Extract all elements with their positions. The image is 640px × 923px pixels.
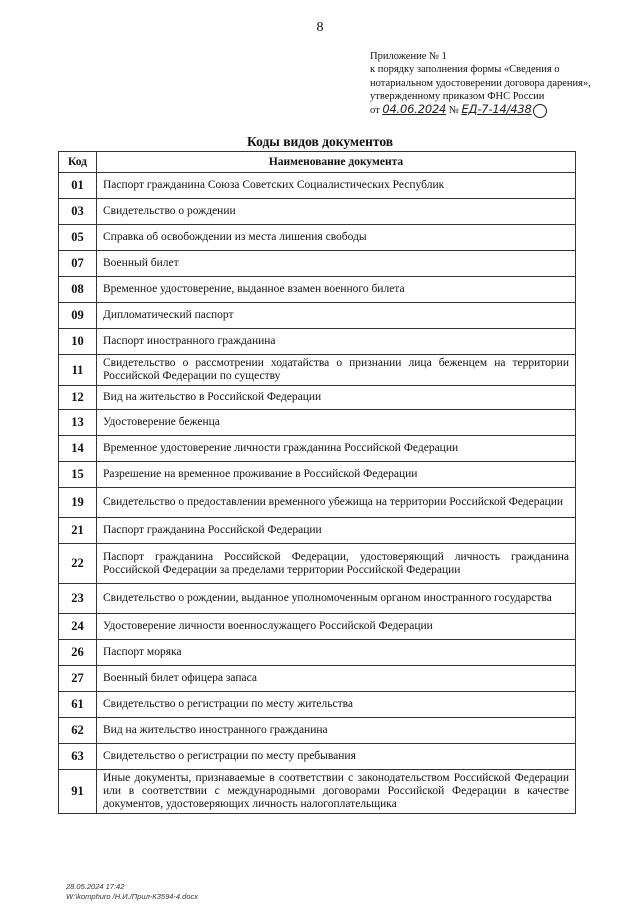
document-name: Военный билет — [97, 251, 576, 277]
document-name: Удостоверение личности военнослужащего Российской Федерации — [97, 614, 576, 640]
table-row — [59, 303, 576, 329]
table-row — [59, 225, 576, 251]
footer-timestamp: 28.05.2024 17:42 — [66, 882, 125, 891]
appendix-line: нотариальном удостоверении договора дарения», — [370, 77, 591, 89]
document-codes-table — [58, 151, 576, 814]
document-code: 10 — [59, 329, 97, 355]
handwritten-date: 04.06.2024 — [382, 102, 447, 117]
document-code: 03 — [59, 199, 97, 225]
table-row — [59, 692, 576, 718]
document-name: Свидетельство о регистрации по месту пребывания — [97, 744, 576, 770]
document-code: 09 — [59, 303, 97, 329]
page-number: 8 — [316, 20, 324, 35]
table-row — [59, 173, 576, 199]
document-name: Вид на жительство в Российской Федерации — [97, 386, 576, 410]
document-code: 05 — [59, 225, 97, 251]
appendix-title: Приложение № 1 — [370, 51, 447, 62]
document-code: 14 — [59, 436, 97, 462]
document-name: Временное удостоверение личности гражданина Российской Федерации — [97, 436, 576, 462]
table-row — [59, 744, 576, 770]
document-code: 23 — [59, 584, 97, 614]
order-reference — [370, 103, 635, 118]
number-label: № — [448, 105, 459, 117]
document-code: 91 — [59, 770, 97, 814]
table-row — [59, 640, 576, 666]
document-code: 19 — [59, 488, 97, 518]
document-code: 15 — [59, 462, 97, 488]
document-code: 11 — [59, 355, 97, 386]
document-name: Иные документы, признаваемые в соответствии с законодательством Российской Федерации или в соответствии с международными договорами Российской Федерации в качестве документов, удостоверяющих личность налогоплательщика — [97, 770, 576, 814]
document-name: Свидетельство о рождении — [97, 199, 576, 225]
document-name: Справка об освобождении из места лишения свободы — [97, 225, 576, 251]
document-code: 27 — [59, 666, 97, 692]
document-name: Паспорт гражданина Российской Федерации — [97, 518, 576, 544]
handwritten-number: ЕД-7-14/438 — [461, 102, 532, 117]
table-row — [59, 770, 576, 814]
table-row — [59, 544, 576, 584]
table-row — [59, 462, 576, 488]
file-footer — [66, 882, 198, 902]
table-row — [59, 488, 576, 518]
document-code: 07 — [59, 251, 97, 277]
table-row — [59, 518, 576, 544]
table-title: Коды видов документов — [246, 134, 394, 149]
document-name: Временное удостоверение, выданное взамен военного билета — [97, 277, 576, 303]
document-code: 24 — [59, 614, 97, 640]
table-row — [59, 410, 576, 436]
table-row — [59, 329, 576, 355]
column-header-code: Код — [59, 152, 97, 173]
document-name: Свидетельство о рассмотрении ходатайства о признании лица беженцем на территории Российской Федерации по существу — [97, 355, 576, 386]
document-name: Паспорт иностранного гражданина — [97, 329, 576, 355]
appendix-header — [370, 50, 635, 118]
document-code: 12 — [59, 386, 97, 410]
appendix-line: к порядку заполнения формы «Сведения о — [370, 64, 560, 76]
table-row — [59, 386, 576, 410]
table-row — [59, 277, 576, 303]
document-code: 13 — [59, 410, 97, 436]
table-row — [59, 614, 576, 640]
table-row — [59, 436, 576, 462]
document-code: 22 — [59, 544, 97, 584]
document-name: Разрешение на временное проживание в Российской Федерации — [97, 462, 576, 488]
table-row — [59, 355, 576, 386]
document-name: Паспорт моряка — [97, 640, 576, 666]
from-label: от — [370, 105, 380, 117]
document-code: 26 — [59, 640, 97, 666]
document-name: Свидетельство о регистрации по месту жительства — [97, 692, 576, 718]
table-header-row — [59, 152, 576, 173]
appendix-line: утвержденному приказом ФНС России — [370, 90, 545, 102]
table-row — [59, 584, 576, 614]
document-name: Военный билет офицера запаса — [97, 666, 576, 692]
document-name: Дипломатический паспорт — [97, 303, 576, 329]
document-code: 01 — [59, 173, 97, 199]
document-name: Свидетельство о предоставлении временного убежища на территории Российской Федерации — [97, 488, 576, 518]
table-row — [59, 666, 576, 692]
document-code: 63 — [59, 744, 97, 770]
document-name: Паспорт гражданина Российской Федерации, удостоверяющий личность гражданина Российской Федерации за пределами территории Российской Федерации — [97, 544, 576, 584]
document-name: Вид на жительство иностранного гражданина — [97, 718, 576, 744]
document-code: 61 — [59, 692, 97, 718]
document-code: 08 — [59, 277, 97, 303]
stamp-icon — [533, 104, 547, 118]
table-row — [59, 251, 576, 277]
document-name: Удостоверение беженца — [97, 410, 576, 436]
table-row — [59, 718, 576, 744]
document-code: 62 — [59, 718, 97, 744]
column-header-name: Наименование документа — [97, 152, 576, 173]
document-name: Свидетельство о рождении, выданное уполномоченным органом иностранного государства — [97, 584, 576, 614]
document-code: 21 — [59, 518, 97, 544]
footer-filepath: W:\komphuro /Н.И./Прил-К3594-4.docx — [66, 892, 199, 901]
document-name: Паспорт гражданина Союза Советских Социалистических Республик — [97, 173, 576, 199]
table-row — [59, 199, 576, 225]
